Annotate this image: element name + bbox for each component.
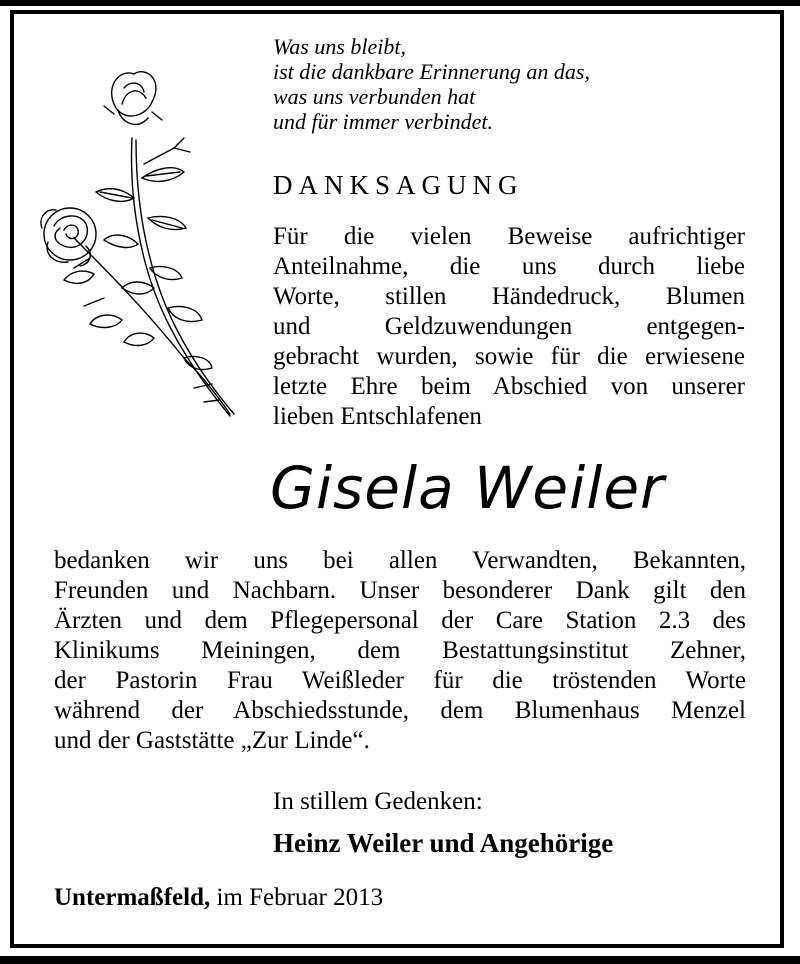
rose-branch-icon <box>34 68 244 420</box>
place-date-line <box>54 884 383 912</box>
body-line: Ärzten und dem Pflegepersonal der Care Station 2.3 des <box>54 607 746 634</box>
intro-line: Anteilnahme, die uns durch liebe <box>273 253 745 280</box>
motto-verse <box>273 34 590 134</box>
top-rule <box>0 0 800 6</box>
motto-line: Was uns bleibt, <box>273 34 407 59</box>
place-town: Untermaßfeld, <box>54 884 211 911</box>
thanks-paragraph <box>54 546 746 756</box>
closing-phrase: In stillem Gedenken: <box>273 788 483 815</box>
intro-line: und Geldzuwendungen entgegen- <box>273 313 745 340</box>
motto-line: ist die dankbare Erinnerung an das, <box>273 59 590 84</box>
intro-line: Worte, stillen Händedruck, Blumen <box>273 283 745 310</box>
signers: Heinz Weiler und Angehörige <box>273 828 614 858</box>
place-date: im Februar 2013 <box>216 884 384 911</box>
title-heading: DANKSAGUNG <box>273 170 524 200</box>
motto-line: was uns verbunden hat <box>273 84 476 109</box>
intro-line: letzte Ehre beim Abschied von unserer <box>273 373 745 400</box>
body-line: bedanken wir uns bei allen Verwandten, Bekannten, <box>54 547 746 574</box>
intro-paragraph <box>273 222 745 432</box>
body-line: während der Abschiedsstunde, dem Blumenhaus Menzel <box>54 697 746 724</box>
bottom-rule <box>0 956 800 964</box>
body-line: Freunden und Nachbarn. Unser besonderer Dank gilt den <box>54 577 746 604</box>
intro-line: Für die vielen Beweise aufrichtiger <box>273 223 745 250</box>
intro-line: gebracht wurden, sowie für die erwiesene <box>273 343 745 370</box>
deceased-name: Gisela Weiler <box>270 454 665 522</box>
motto-line: und für immer verbindet. <box>273 109 493 134</box>
body-line: und der Gaststätte „Zur Linde“. <box>54 727 370 754</box>
body-line: Klinikums Meiningen, dem Bestattungsinstitut Zehner, <box>54 637 746 664</box>
intro-line: lieben Entschlafenen <box>273 403 482 430</box>
body-line: der Pastorin Frau Weißleder für die tröstenden Worte <box>54 667 746 694</box>
